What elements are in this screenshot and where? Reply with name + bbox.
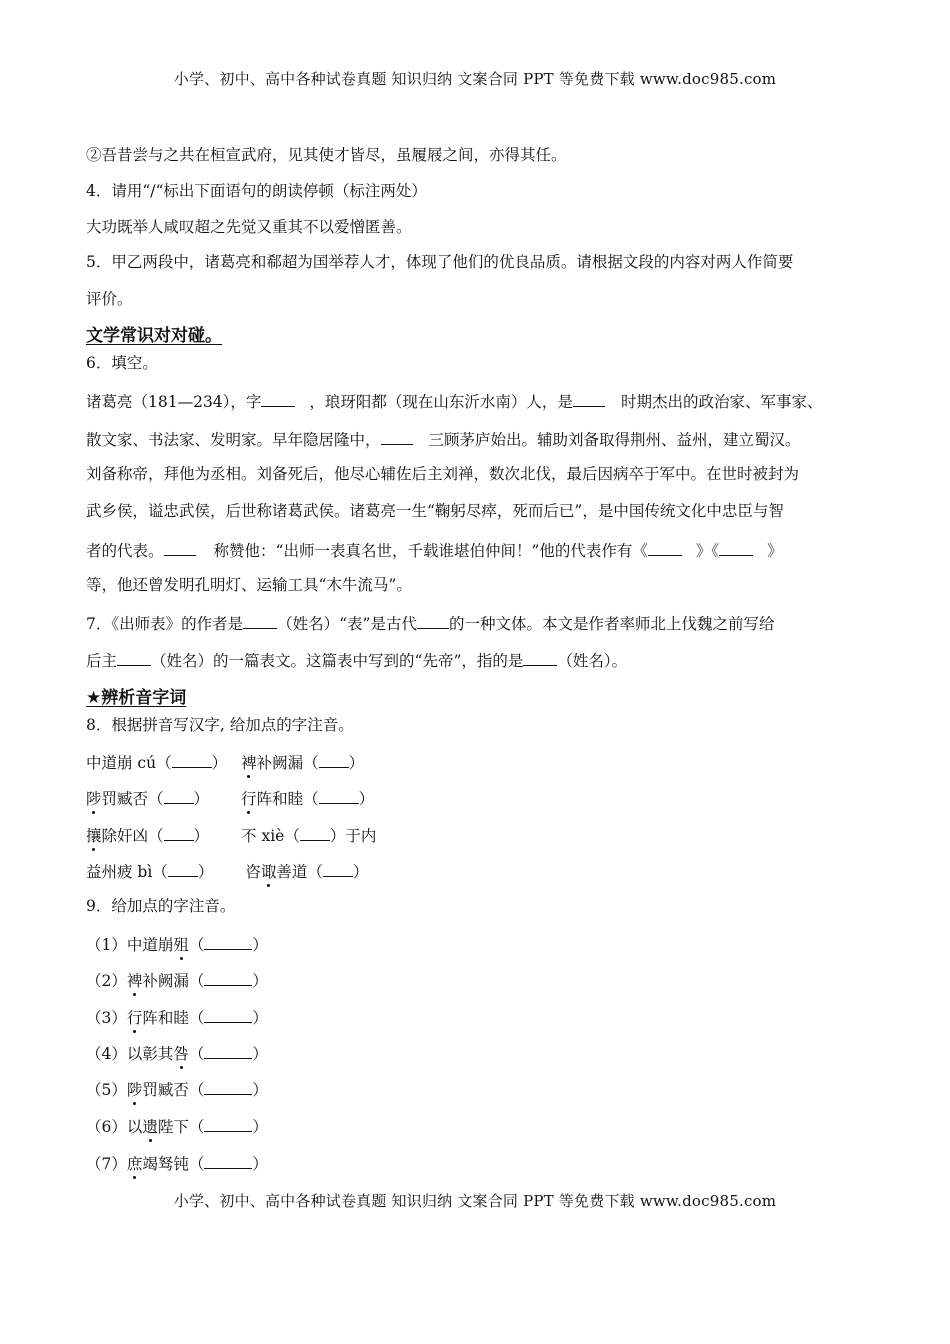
dotted-char: 裨: [241, 754, 257, 772]
q9-item-text: （7）: [86, 1155, 127, 1173]
q6-stem: 6．填空。: [86, 354, 158, 372]
q8-item: 益州疲 bì（: [86, 863, 168, 881]
answer-blank[interactable]: [323, 862, 353, 877]
q6-text: 》《: [695, 542, 720, 560]
q7-text: 7．《出师表》的作者是: [86, 615, 244, 633]
answer-blank[interactable]: [204, 1044, 252, 1059]
q5-stem-line2: 评价。: [86, 290, 133, 308]
answer-blank[interactable]: [319, 789, 359, 804]
q6-line3: 刘备称帝，拜他为丞相。刘备死后，他尽心辅佐后主刘禅，数次北伐，最后因病卒于军中。在世时被封为: [86, 465, 800, 483]
q8-item: 中道崩 cú（: [86, 754, 172, 772]
q8-item: ）: [193, 790, 210, 808]
q9-item-text: （6）以: [86, 1118, 143, 1136]
dotted-char: 遗: [142, 1118, 158, 1136]
q8-row4: [86, 862, 368, 881]
q6-text: 散文家、书法家、发明家。早年隐居隆中，: [86, 431, 381, 449]
answer-blank[interactable]: [381, 430, 413, 445]
answer-blank[interactable]: [164, 789, 194, 804]
q7-line2: [86, 651, 627, 670]
q8-item: ）: [352, 863, 369, 881]
q8-row1: [86, 753, 364, 772]
q9-item: [86, 1008, 268, 1027]
q8-item: ）: [348, 754, 365, 772]
answer-blank[interactable]: [719, 541, 753, 556]
q6-line4: 武乡侯，谥忠武侯，后世称诸葛武侯。诸葛亮一生“鞠躬尽瘁，死而后已”，是中国传统文化中忠臣与智: [86, 502, 784, 520]
dotted-char: 诹: [260, 863, 277, 881]
answer-blank[interactable]: [300, 826, 330, 841]
q9-item: [86, 935, 268, 954]
q6-text: ，琅玡阳都（现在山东沂水南）人，是: [309, 393, 573, 411]
q9-item-text: （2）: [86, 972, 127, 990]
q9-item-text: ）: [252, 1009, 268, 1027]
q9-item-text: ）: [252, 1155, 268, 1173]
q6-text: 称赞他：“出师一表真名世，千载谁堪伯仲间！”他的代表作有《: [213, 542, 648, 560]
q9-item: [86, 1044, 268, 1063]
q9-item-text: （3）: [86, 1009, 127, 1027]
q9-item: [86, 1154, 268, 1173]
q4-stem: 4．请用“/“标出下面语句的朗读停顿（标注两处）: [86, 182, 427, 200]
q9-item-text: （5）: [86, 1081, 127, 1099]
q8-item: 不 xiè（: [241, 827, 300, 845]
q7-line1: [86, 614, 775, 633]
q6-line6: 等，他还曾发明孔明灯、运输工具“木牛流马”。: [86, 576, 412, 594]
answer-blank[interactable]: [204, 1154, 252, 1169]
answer-blank[interactable]: [523, 651, 557, 666]
dotted-char: 行: [241, 790, 257, 808]
q9-item-text: ）: [252, 1081, 268, 1099]
q9-item-text: 补阙漏（: [142, 972, 205, 990]
answer-blank[interactable]: [261, 392, 295, 407]
q8-item: 除奸凶（: [101, 827, 164, 845]
q9-item-text: （: [188, 1045, 205, 1063]
q9-item-text: （1）中道崩: [86, 936, 174, 954]
answer-blank[interactable]: [117, 651, 151, 666]
q8-item: 补阙漏（: [256, 754, 319, 772]
dotted-char: 殂: [173, 936, 189, 954]
q8-row2: [86, 789, 374, 808]
answer-blank[interactable]: [164, 826, 194, 841]
q6-line5: [86, 541, 783, 560]
dotted-char: 陟: [86, 790, 102, 808]
answer-blank[interactable]: [204, 1117, 252, 1132]
q8-item: ）: [197, 863, 214, 881]
q9-item-text: ）: [252, 972, 268, 990]
q8-item: ）: [211, 754, 228, 772]
q7-text: 的一种文体。本文是作者率师北上伐魏之前写给: [448, 615, 775, 633]
answer-blank[interactable]: [648, 541, 682, 556]
q9-item: [86, 971, 268, 990]
q8-item: ）: [193, 827, 210, 845]
q8-item: 阵和睦（: [256, 790, 319, 808]
q6-text: 》: [767, 542, 783, 560]
q6-line2: [86, 430, 801, 449]
q6-text: 三顾茅庐始出。辅助刘备取得荆州、益州，建立蜀汉。: [428, 431, 801, 449]
answer-blank[interactable]: [204, 1008, 252, 1023]
dotted-char: 庶: [126, 1155, 143, 1173]
q9-item-text: ）: [252, 936, 268, 954]
section-title-pronunciation: ★辨析音字词: [86, 688, 187, 708]
q9-item-text: 罚臧否（: [142, 1081, 205, 1099]
answer-blank[interactable]: [417, 614, 449, 629]
dotted-char: 咎: [173, 1045, 189, 1063]
q8-row3: [86, 826, 376, 845]
q6-text: 者的代表。: [86, 542, 164, 560]
answer-blank[interactable]: [204, 971, 252, 986]
answer-blank[interactable]: [172, 753, 212, 768]
q7-text: （姓名）“表”是古代: [277, 615, 417, 633]
answer-blank[interactable]: [204, 1080, 252, 1095]
q8-item: 咨: [245, 863, 261, 881]
q9-item-text: （: [188, 936, 205, 954]
q9-item-text: ）: [252, 1118, 268, 1136]
page-header: 小学、初中、高中各种试卷真题 知识归纳 文案合同 PPT 等免费下载 www.doc985.com: [173, 70, 777, 88]
dotted-char: 攘: [86, 827, 102, 845]
q9-item-text: （4）以彰其: [86, 1045, 174, 1063]
answer-blank[interactable]: [319, 753, 349, 768]
q3-sentence-2: ②吾昔尝与之共在桓宣武府，见其使才皆尽，虽履屐之间，亦得其任。: [86, 146, 567, 164]
q9-item: [86, 1117, 268, 1136]
page-footer: 小学、初中、高中各种试卷真题 知识归纳 文案合同 PPT 等免费下载 www.doc985.com: [173, 1192, 777, 1210]
dotted-char: 行: [126, 1009, 143, 1027]
answer-blank[interactable]: [243, 614, 277, 629]
q9-item: [86, 1080, 268, 1099]
q6-text: 诸葛亮（181—234），字: [86, 393, 262, 411]
q9-item-text: 阵和睦（: [142, 1009, 205, 1027]
dotted-char: 裨: [126, 972, 143, 990]
section-title-literature: 文学常识对对碰。: [86, 326, 222, 346]
q6-text: 时期杰出的政治家、军事家、: [620, 393, 823, 411]
q5-stem-line1: 5．甲乙两段中，诸葛亮和郗超为国举荐人才，体现了他们的优良品质。请根据文段的内容对两人作简要: [86, 253, 794, 271]
q8-item: 罚臧否（: [101, 790, 164, 808]
answer-blank[interactable]: [168, 862, 198, 877]
q9-item-text: ）: [252, 1045, 268, 1063]
q8-stem: 8．根据拼音写汉字, 给加点的字注音。: [86, 716, 354, 734]
answer-blank[interactable]: [204, 935, 252, 950]
q7-text: （姓名）的一篇表文。这篇表中写到的“先帝”，指的是: [151, 652, 524, 670]
q7-text: （姓名）。: [557, 652, 628, 670]
q9-item-text: 陛下（: [157, 1118, 205, 1136]
q7-text: 后主: [86, 652, 118, 670]
q4-sentence: 大功既举人咸叹超之先觉又重其不以爱憎匿善。: [86, 218, 412, 236]
q8-item: ）于内: [329, 827, 377, 845]
q8-item: 善道（: [276, 863, 323, 881]
q9-item-text: 竭驽钝（: [142, 1155, 205, 1173]
answer-blank[interactable]: [573, 392, 605, 407]
answer-blank[interactable]: [164, 541, 196, 556]
q8-item: ）: [358, 790, 375, 808]
q9-stem: 9．给加点的字注音。: [86, 897, 236, 915]
q6-line1: [86, 392, 822, 411]
dotted-char: 陟: [126, 1081, 143, 1099]
